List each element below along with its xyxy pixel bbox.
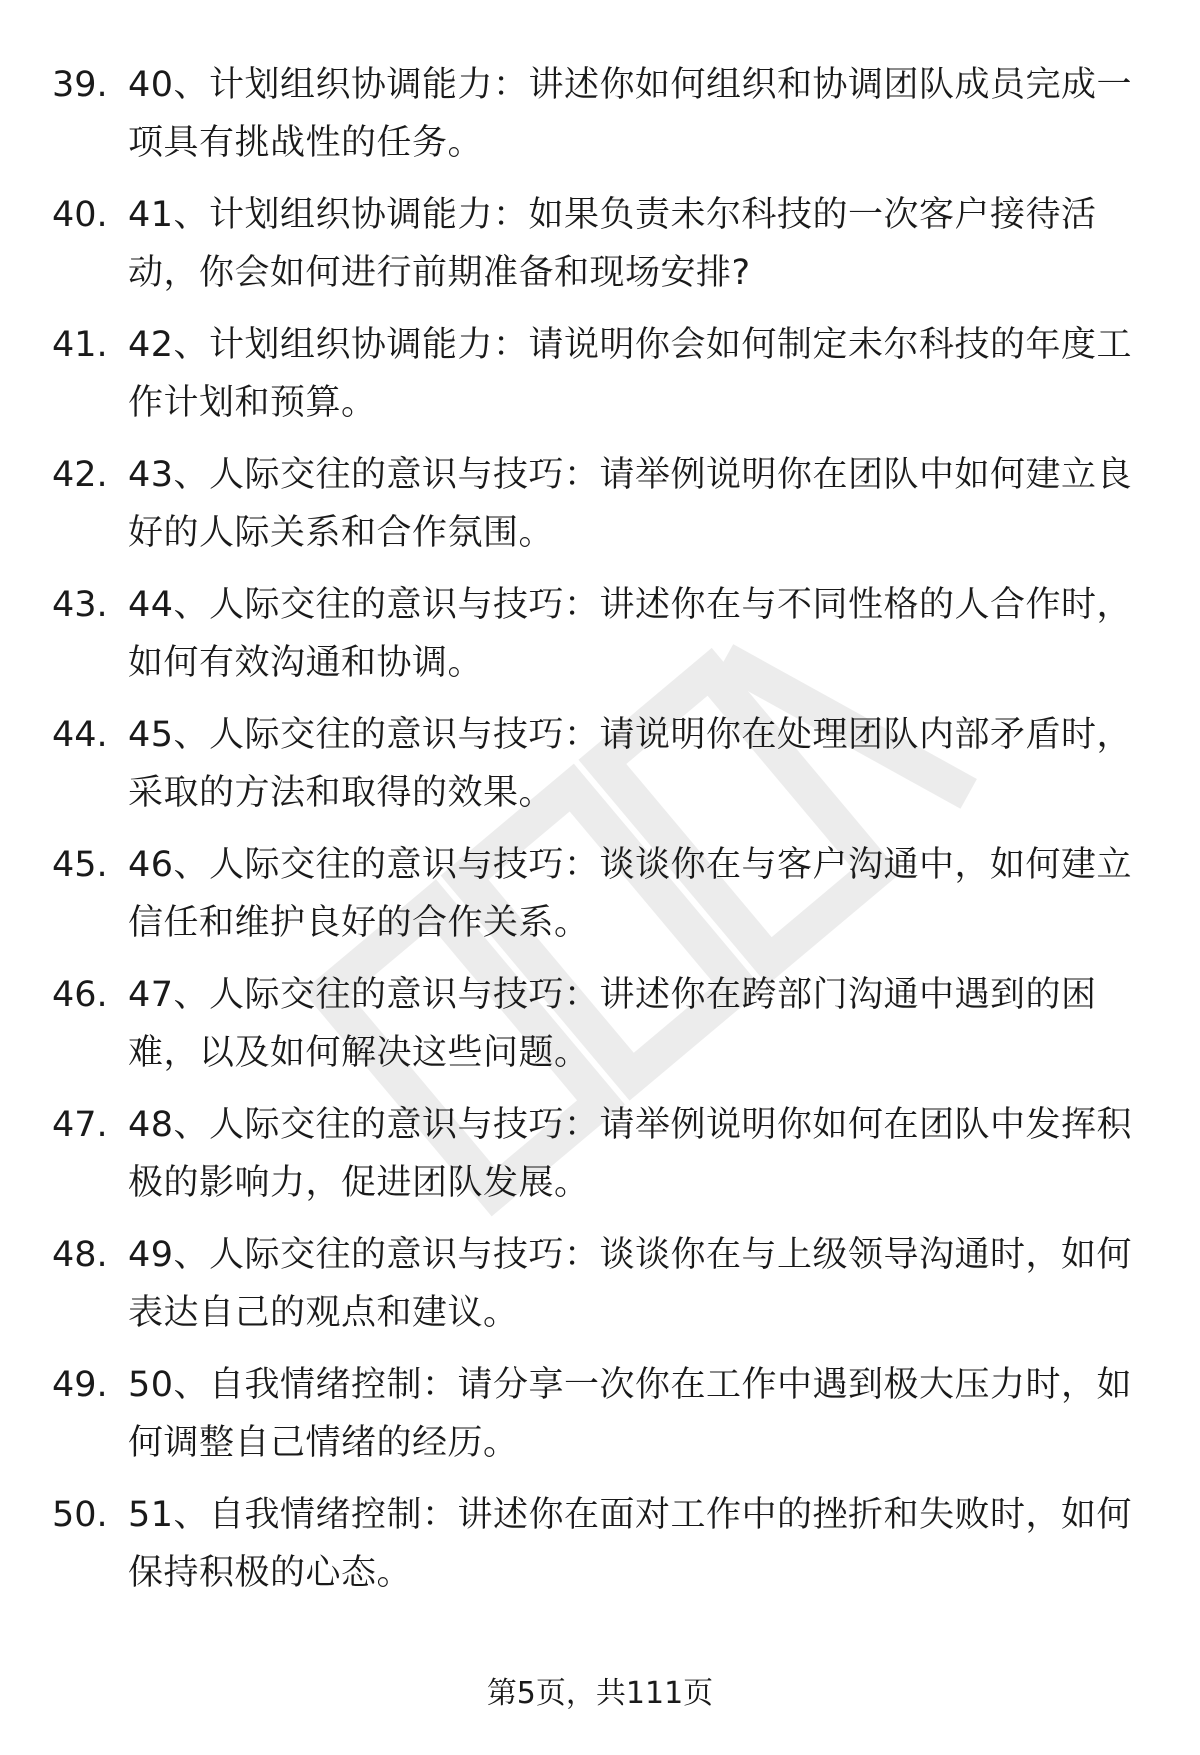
- item-number: 45.: [52, 845, 108, 885]
- item-number: 46.: [52, 975, 108, 1015]
- item-number: 47.: [52, 1105, 108, 1145]
- item-number: 42.: [52, 455, 108, 495]
- question-text: 42、计划组织协调能力：请说明你会如何制定未尔科技的年度工作计划和预算。: [128, 325, 1133, 423]
- item-number: 40.: [52, 195, 108, 235]
- question-text: 51、自我情绪控制：讲述你在面对工作中的挫折和失败时，如何保持积极的心态。: [128, 1495, 1133, 1593]
- question-text: 50、自我情绪控制：请分享一次你在工作中遇到极大压力时，如何调整自己情绪的经历。: [128, 1365, 1133, 1463]
- item-number: 49.: [52, 1365, 108, 1405]
- question-text: 46、人际交往的意识与技巧：谈谈你在与客户沟通中，如何建立信任和维护良好的合作关系。: [128, 845, 1133, 943]
- question-text: 40、计划组织协调能力：讲述你如何组织和协调团队成员完成一项具有挑战性的任务。: [128, 65, 1133, 163]
- page-footer: 第5页，共111页: [486, 1676, 714, 1711]
- question-text: 43、人际交往的意识与技巧：请举例说明你在团队中如何建立良好的人际关系和合作氛围。: [128, 455, 1133, 553]
- list-item: [0, 316, 1200, 446]
- list-item: [0, 1226, 1200, 1356]
- item-number: 39.: [52, 65, 108, 105]
- question-text: 45、人际交往的意识与技巧：请说明你在处理团队内部矛盾时，采取的方法和取得的效果。: [128, 715, 1133, 813]
- question-list: [0, 56, 1200, 1616]
- item-number: 41.: [52, 325, 108, 365]
- item-number: 44.: [52, 715, 108, 755]
- item-number: 50.: [52, 1495, 108, 1535]
- list-item: [0, 1486, 1200, 1616]
- list-item: [0, 1096, 1200, 1226]
- list-item: [0, 576, 1200, 706]
- list-item: [0, 1356, 1200, 1486]
- list-item: [0, 446, 1200, 576]
- question-text: 48、人际交往的意识与技巧：请举例说明你如何在团队中发挥积极的影响力，促进团队发展。: [128, 1105, 1133, 1203]
- question-text: 44、人际交往的意识与技巧：讲述你在与不同性格的人合作时，如何有效沟通和协调。: [128, 585, 1133, 683]
- question-text: 47、人际交往的意识与技巧：讲述你在跨部门沟通中遇到的困难，以及如何解决这些问题。: [128, 975, 1097, 1073]
- item-number: 43.: [52, 585, 108, 625]
- list-item: [0, 966, 1200, 1096]
- list-item: [0, 186, 1200, 316]
- list-item: [0, 706, 1200, 836]
- item-number: 48.: [52, 1235, 108, 1275]
- question-text: 41、计划组织协调能力：如果负责未尔科技的一次客户接待活动，你会如何进行前期准备和现场安排?: [128, 195, 1097, 293]
- list-item: [0, 56, 1200, 186]
- question-text: 49、人际交往的意识与技巧：谈谈你在与上级领导沟通时，如何表达自己的观点和建议。: [128, 1235, 1133, 1333]
- list-item: [0, 836, 1200, 966]
